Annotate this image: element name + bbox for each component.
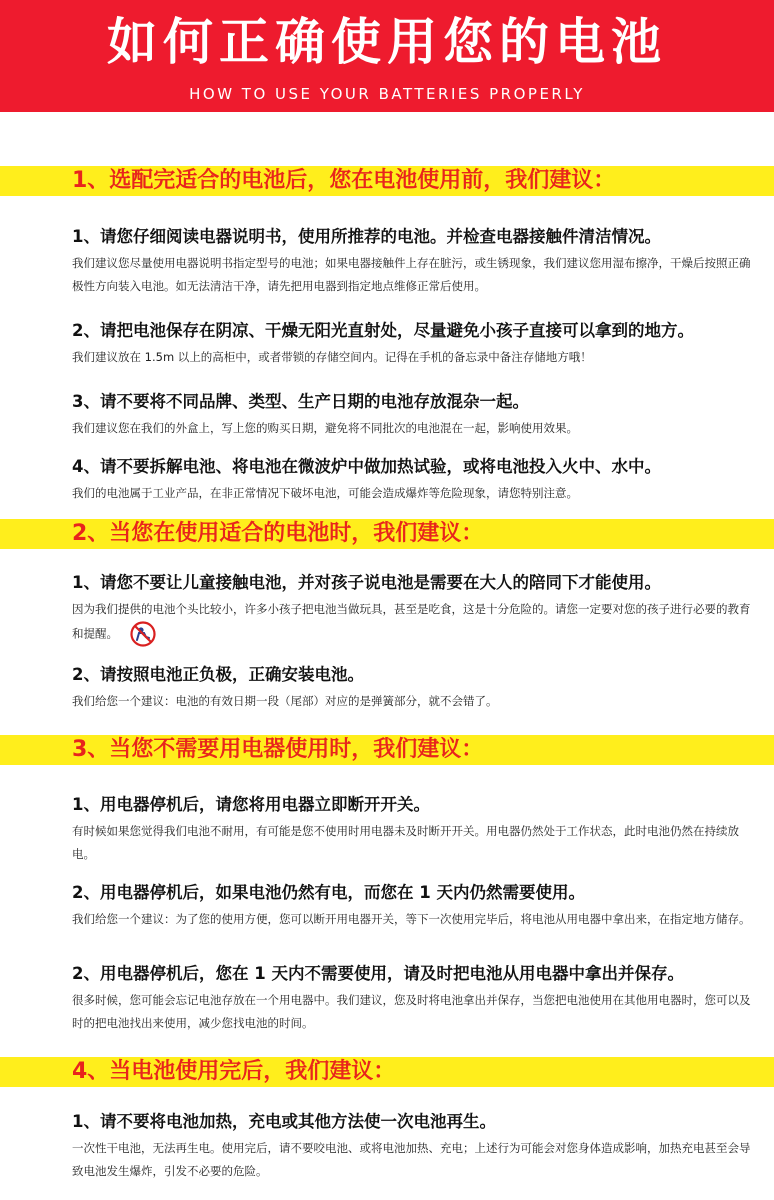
item-body: 很多时候，您可能会忘记电池存放在一个用电器中。我们建议，您及时将电池拿出并保存，当您把电池使用在其他用电器时，您可以及时的把电池找出来使用，减少您找电池的时间。 bbox=[72, 993, 751, 1030]
item-heading: 2、用电器停机后，如果电池仍然有电，而您在 1 天内仍然需要使用。 bbox=[72, 883, 585, 902]
section-3-item-3 bbox=[72, 961, 752, 1035]
section-2-item-2 bbox=[72, 662, 752, 713]
item-heading: 2、请按照电池正负极，正确安装电池。 bbox=[72, 665, 364, 684]
section-3-item-2 bbox=[72, 880, 752, 931]
item-body: 我们给您一个建议：为了您的使用方便，您可以断开用电器开关，等下一次使用完毕后，将电池从用电器中拿出来，在指定地方储存。 bbox=[72, 912, 751, 926]
item-body: 我们建议您在我们的外盒上，写上您的购买日期，避免将不同批次的电池混在一起，影响使用效果。 bbox=[72, 421, 578, 435]
section-2-item-1 bbox=[72, 570, 752, 647]
item-body: 因为我们提供的电池个头比较小，许多小孩子把电池当做玩具，甚至是吃食，这是十分危险的。请您一定要对您的孩子进行必要的教育和提醒。 bbox=[72, 602, 751, 641]
item-heading: 2、请把电池保存在阴凉、干燥无阳光直射处，尽量避免小孩子直接可以拿到的地方。 bbox=[72, 321, 694, 340]
item-body: 我们建议放在 1.5m 以上的高柜中，或者带锁的存储空间内。记得在手机的备忘录中备注存储地方哦！ bbox=[72, 350, 592, 364]
item-heading: 1、请不要将电池加热，充电或其他方法使一次电池再生。 bbox=[72, 1112, 496, 1131]
section-1-title: 1、选配完适合的电池后，您在电池使用前，我们建议： bbox=[72, 168, 616, 193]
item-heading: 2、用电器停机后，您在 1 天内不需要使用，请及时把电池从用电器中拿出并保存。 bbox=[72, 964, 684, 983]
no-children-icon bbox=[130, 621, 156, 647]
section-3-header bbox=[0, 735, 774, 765]
section-1-item-3 bbox=[72, 389, 752, 440]
section-3-title: 3、当您不需要用电器使用时，我们建议： bbox=[72, 737, 484, 762]
section-4-header bbox=[0, 1057, 774, 1087]
item-body-wrap bbox=[72, 598, 752, 647]
item-body: 一次性干电池，无法再生电。使用完后，请不要咬电池、或将电池加热、充电；上述行为可能会对您身体造成影响，加热充电甚至会导致电池发生爆炸，引发不必要的危险。 bbox=[72, 1141, 751, 1178]
item-heading: 1、请您仔细阅读电器说明书，使用所推荐的电池。并检查电器接触件清洁情况。 bbox=[72, 227, 661, 246]
section-2-header bbox=[0, 519, 774, 549]
item-body: 我们给您一个建议：电池的有效日期一段（尾部）对应的是弹簧部分，就不会错了。 bbox=[72, 694, 498, 708]
section-4-item-1 bbox=[72, 1109, 752, 1183]
section-3-item-1 bbox=[72, 792, 752, 866]
section-2-title: 2、当您在使用适合的电池时，我们建议： bbox=[72, 521, 484, 546]
item-body: 有时候如果您觉得我们电池不耐用，有可能是您不使用时用电器未及时断开开关。用电器仍然处于工作状态，此时电池仍然在持续放电。 bbox=[72, 824, 739, 861]
page-subtitle: HOW TO USE YOUR BATTERIES PROPERLY bbox=[189, 85, 585, 103]
item-heading: 1、用电器停机后，请您将用电器立即断开开关。 bbox=[72, 795, 430, 814]
header-banner bbox=[0, 0, 774, 112]
section-4-title: 4、当电池使用完后，我们建议： bbox=[72, 1059, 396, 1084]
item-heading: 3、请不要将不同品牌、类型、生产日期的电池存放混杂一起。 bbox=[72, 392, 529, 411]
section-1-item-4 bbox=[72, 454, 752, 505]
item-body: 我们的电池属于工业产品，在非正常情况下破坏电池，可能会造成爆炸等危险现象，请您特别注意。 bbox=[72, 486, 578, 500]
item-heading: 1、请您不要让儿童接触电池，并对孩子说电池是需要在大人的陪同下才能使用。 bbox=[72, 573, 661, 592]
item-heading: 4、请不要拆解电池、将电池在微波炉中做加热试验，或将电池投入火中、水中。 bbox=[72, 457, 661, 476]
page-title: 如何正确使用您的电池 bbox=[107, 13, 667, 71]
section-1-header bbox=[0, 166, 774, 196]
section-1-item-1 bbox=[72, 224, 752, 298]
item-body: 我们建议您尽量使用电器说明书指定型号的电池；如果电器接触件上存在脏污，或生锈现象，我们建议您用湿布擦净，干燥后按照正确极性方向装入电池。如无法清洁干净，请先把用电器到指定地点维修正常后使用。 bbox=[72, 256, 751, 293]
section-1-item-2 bbox=[72, 318, 752, 369]
